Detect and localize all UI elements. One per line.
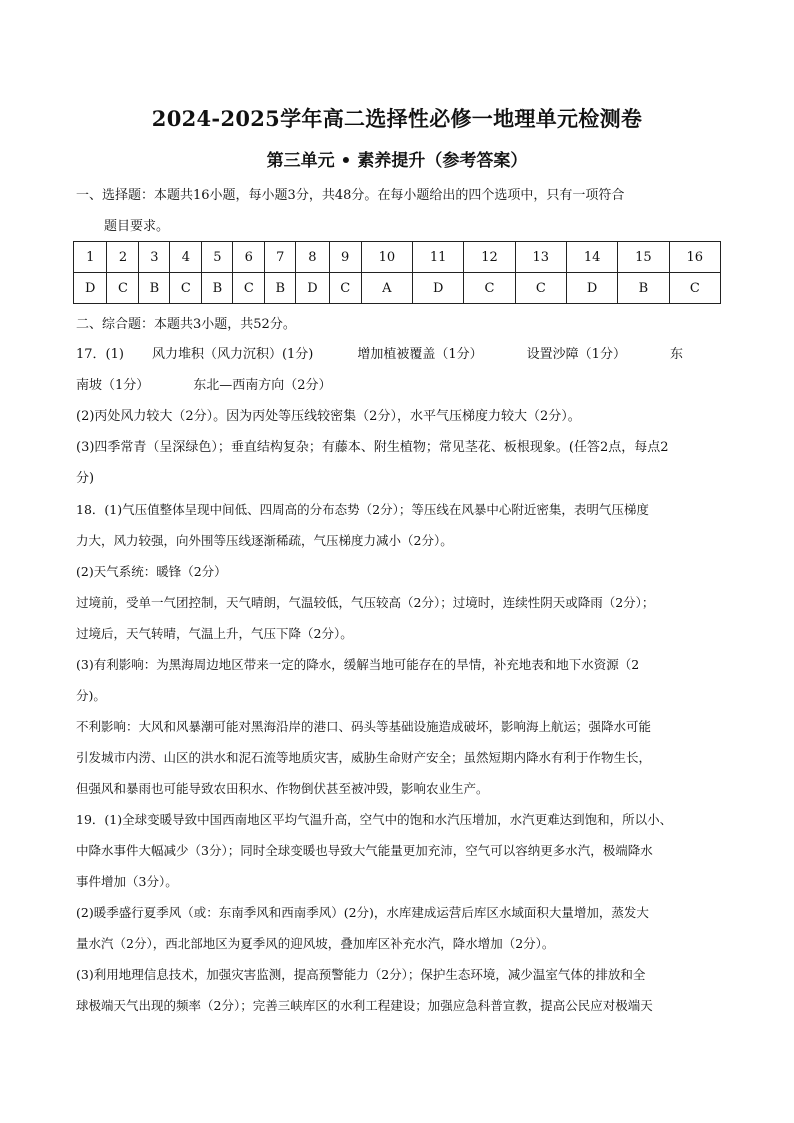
q18-part3-line1: (3)有利影响：为黑海周边地区带来一定的降水，缓解当地可能存在的旱情，补充地表和地下水资源（2 — [76, 657, 640, 672]
table-cell: C — [233, 273, 265, 304]
q18-part1-line2: 力大，风力较强，向外围等压线逐渐稀疏，气压梯度力减小（2分）。 — [76, 533, 453, 548]
q17-line2 — [76, 370, 720, 401]
table-cell: C — [329, 273, 361, 304]
q19-part1-line3: 事件增加（3分）。 — [76, 874, 178, 889]
table-cell: 4 — [170, 242, 202, 273]
q18-part4-line2: 引发城市内涝、山区的洪水和泥石流等地质灾害，威胁生命财产安全；虽然短期内降水有利于作物生长， — [76, 750, 652, 765]
q17-answer2: 增加植被覆盖（1分） — [357, 347, 483, 362]
q19-part2-line1: (2)暖季盛行夏季风（或：东南季风和西南季风）(2分)，水库建成运营后库区水域面积大量增加，蒸发大 — [76, 905, 649, 920]
table-cell: C — [107, 273, 139, 304]
section1-heading-line1: 一、选择题：本题共16小题，每小题3分，共48分。在每小题给出的四个选项中，只有一项符合 — [76, 188, 625, 203]
q18-part4-line3: 但强风和暴雨也可能导致农田积水、作物倒伏甚至被冲毁，影响农业生产。 — [76, 781, 489, 796]
q17-part3-line1: (3)四季常青（呈深绿色）；垂直结构复杂；有藤本、附生植物；常见茎花、板根现象。(任答2点，每点2 — [76, 440, 669, 455]
answer-table-number-row — [74, 242, 721, 273]
table-cell: D — [413, 273, 464, 304]
table-cell: 13 — [515, 242, 566, 273]
table-cell: 3 — [139, 242, 170, 273]
q19-part3-line1: (3)利用地理信息技术，加强灾害监测，提高预警能力（2分）；保护生态环境，减少温室气体的排放和全 — [76, 967, 646, 982]
q17-part2: (2)丙处风力较大（2分）。因为丙处等压线较密集（2分），水平气压梯度力较大（2分）。 — [76, 409, 581, 424]
q19-part1-line2: 中降水事件大幅减少（3分）；同时全球变暖也导致大气能量更加充沛，空气可以容纳更多水汽，极端降水 — [76, 843, 653, 858]
q17-answer1: 风力堆积（风力沉积）(1分) — [151, 347, 314, 362]
table-cell: 9 — [329, 242, 361, 273]
table-cell: 14 — [566, 242, 617, 273]
q17-answer4: 东 — [669, 347, 683, 362]
table-cell: D — [296, 273, 329, 304]
table-cell: C — [515, 273, 566, 304]
q17-label: 17．(1) — [76, 347, 124, 362]
section1-heading — [76, 180, 720, 242]
table-cell: 10 — [361, 242, 412, 273]
table-cell: C — [464, 273, 515, 304]
q17-line1 — [76, 339, 720, 370]
table-cell: D — [566, 273, 617, 304]
q18-block — [76, 494, 720, 804]
table-cell: 2 — [107, 242, 139, 273]
table-cell: 5 — [202, 242, 233, 273]
q18-part2-line2: 过境前，受单一气团控制，天气晴朗，气温较低，气压较高（2分）；过境时，连续性阴天或降雨（2分）； — [76, 595, 655, 610]
q17-answer3: 设置沙障（1分） — [526, 347, 626, 362]
q19-part1-line1: 19．(1)全球变暖导致中国西南地区平均气温升高，空气中的饱和水汽压增加，水汽更难达到饱和，所以小、 — [76, 812, 673, 827]
table-cell: 8 — [296, 242, 329, 273]
section1-heading-line2: 题目要求。 — [104, 219, 170, 234]
q17-answer5: 东北—西南方向（2分） — [193, 378, 332, 393]
page-title: 2024-2025学年高二选择性必修一地理单元检测卷 — [151, 106, 643, 131]
page-subtitle: 第三单元 • 素养提升（参考答案） — [266, 151, 528, 171]
q18-part3-line2: 分)。 — [76, 688, 106, 703]
table-cell: B — [202, 273, 233, 304]
table-cell: C — [669, 273, 720, 304]
q17-part3-line2: 分) — [76, 471, 95, 486]
q18-part2-heading: (2)天气系统：暖锋（2分） — [76, 564, 227, 579]
table-cell: 7 — [265, 242, 296, 273]
table-cell: B — [618, 273, 669, 304]
table-cell: B — [265, 273, 296, 304]
q19-part3-line2: 球极端天气出现的频率（2分）；完善三峡库区的水利工程建设；加强应急科普宣教，提高公民应对极端天 — [76, 998, 653, 1013]
q19-block — [76, 804, 720, 1021]
q19-part2-line2: 量水汽（2分），西北部地区为夏季风的迎风坡，叠加库区补充水汽，降水增加（2分）。 — [76, 936, 555, 951]
section2-heading: 二、综合题：本题共3小题，共52分。 — [76, 317, 296, 332]
table-cell: 11 — [413, 242, 464, 273]
table-cell: 12 — [464, 242, 515, 273]
table-cell: D — [74, 273, 107, 304]
table-cell: C — [170, 273, 202, 304]
answer-table — [73, 241, 721, 304]
q18-part1-line1: 18．(1)气压值整体呈现中间低、四周高的分布态势（2分）；等压线在风暴中心附近密集，表明气压梯度 — [76, 502, 649, 517]
q17-block — [76, 339, 720, 494]
table-cell: 15 — [618, 242, 669, 273]
q18-part4-line1: 不利影响：大风和风暴潮可能对黑海沿岸的港口、码头等基础设施造成破坏，影响海上航运；强降水可能 — [76, 719, 652, 734]
table-cell: 1 — [74, 242, 107, 273]
table-cell: A — [361, 273, 412, 304]
table-cell: 6 — [233, 242, 265, 273]
table-cell: B — [139, 273, 170, 304]
answer-table-answer-row — [74, 273, 721, 304]
q17-answer4-cont: 南坡（1分） — [76, 378, 150, 393]
table-cell: 16 — [669, 242, 720, 273]
q18-part2-line3: 过境后，天气转晴，气温上升，气压下降（2分）。 — [76, 626, 353, 641]
